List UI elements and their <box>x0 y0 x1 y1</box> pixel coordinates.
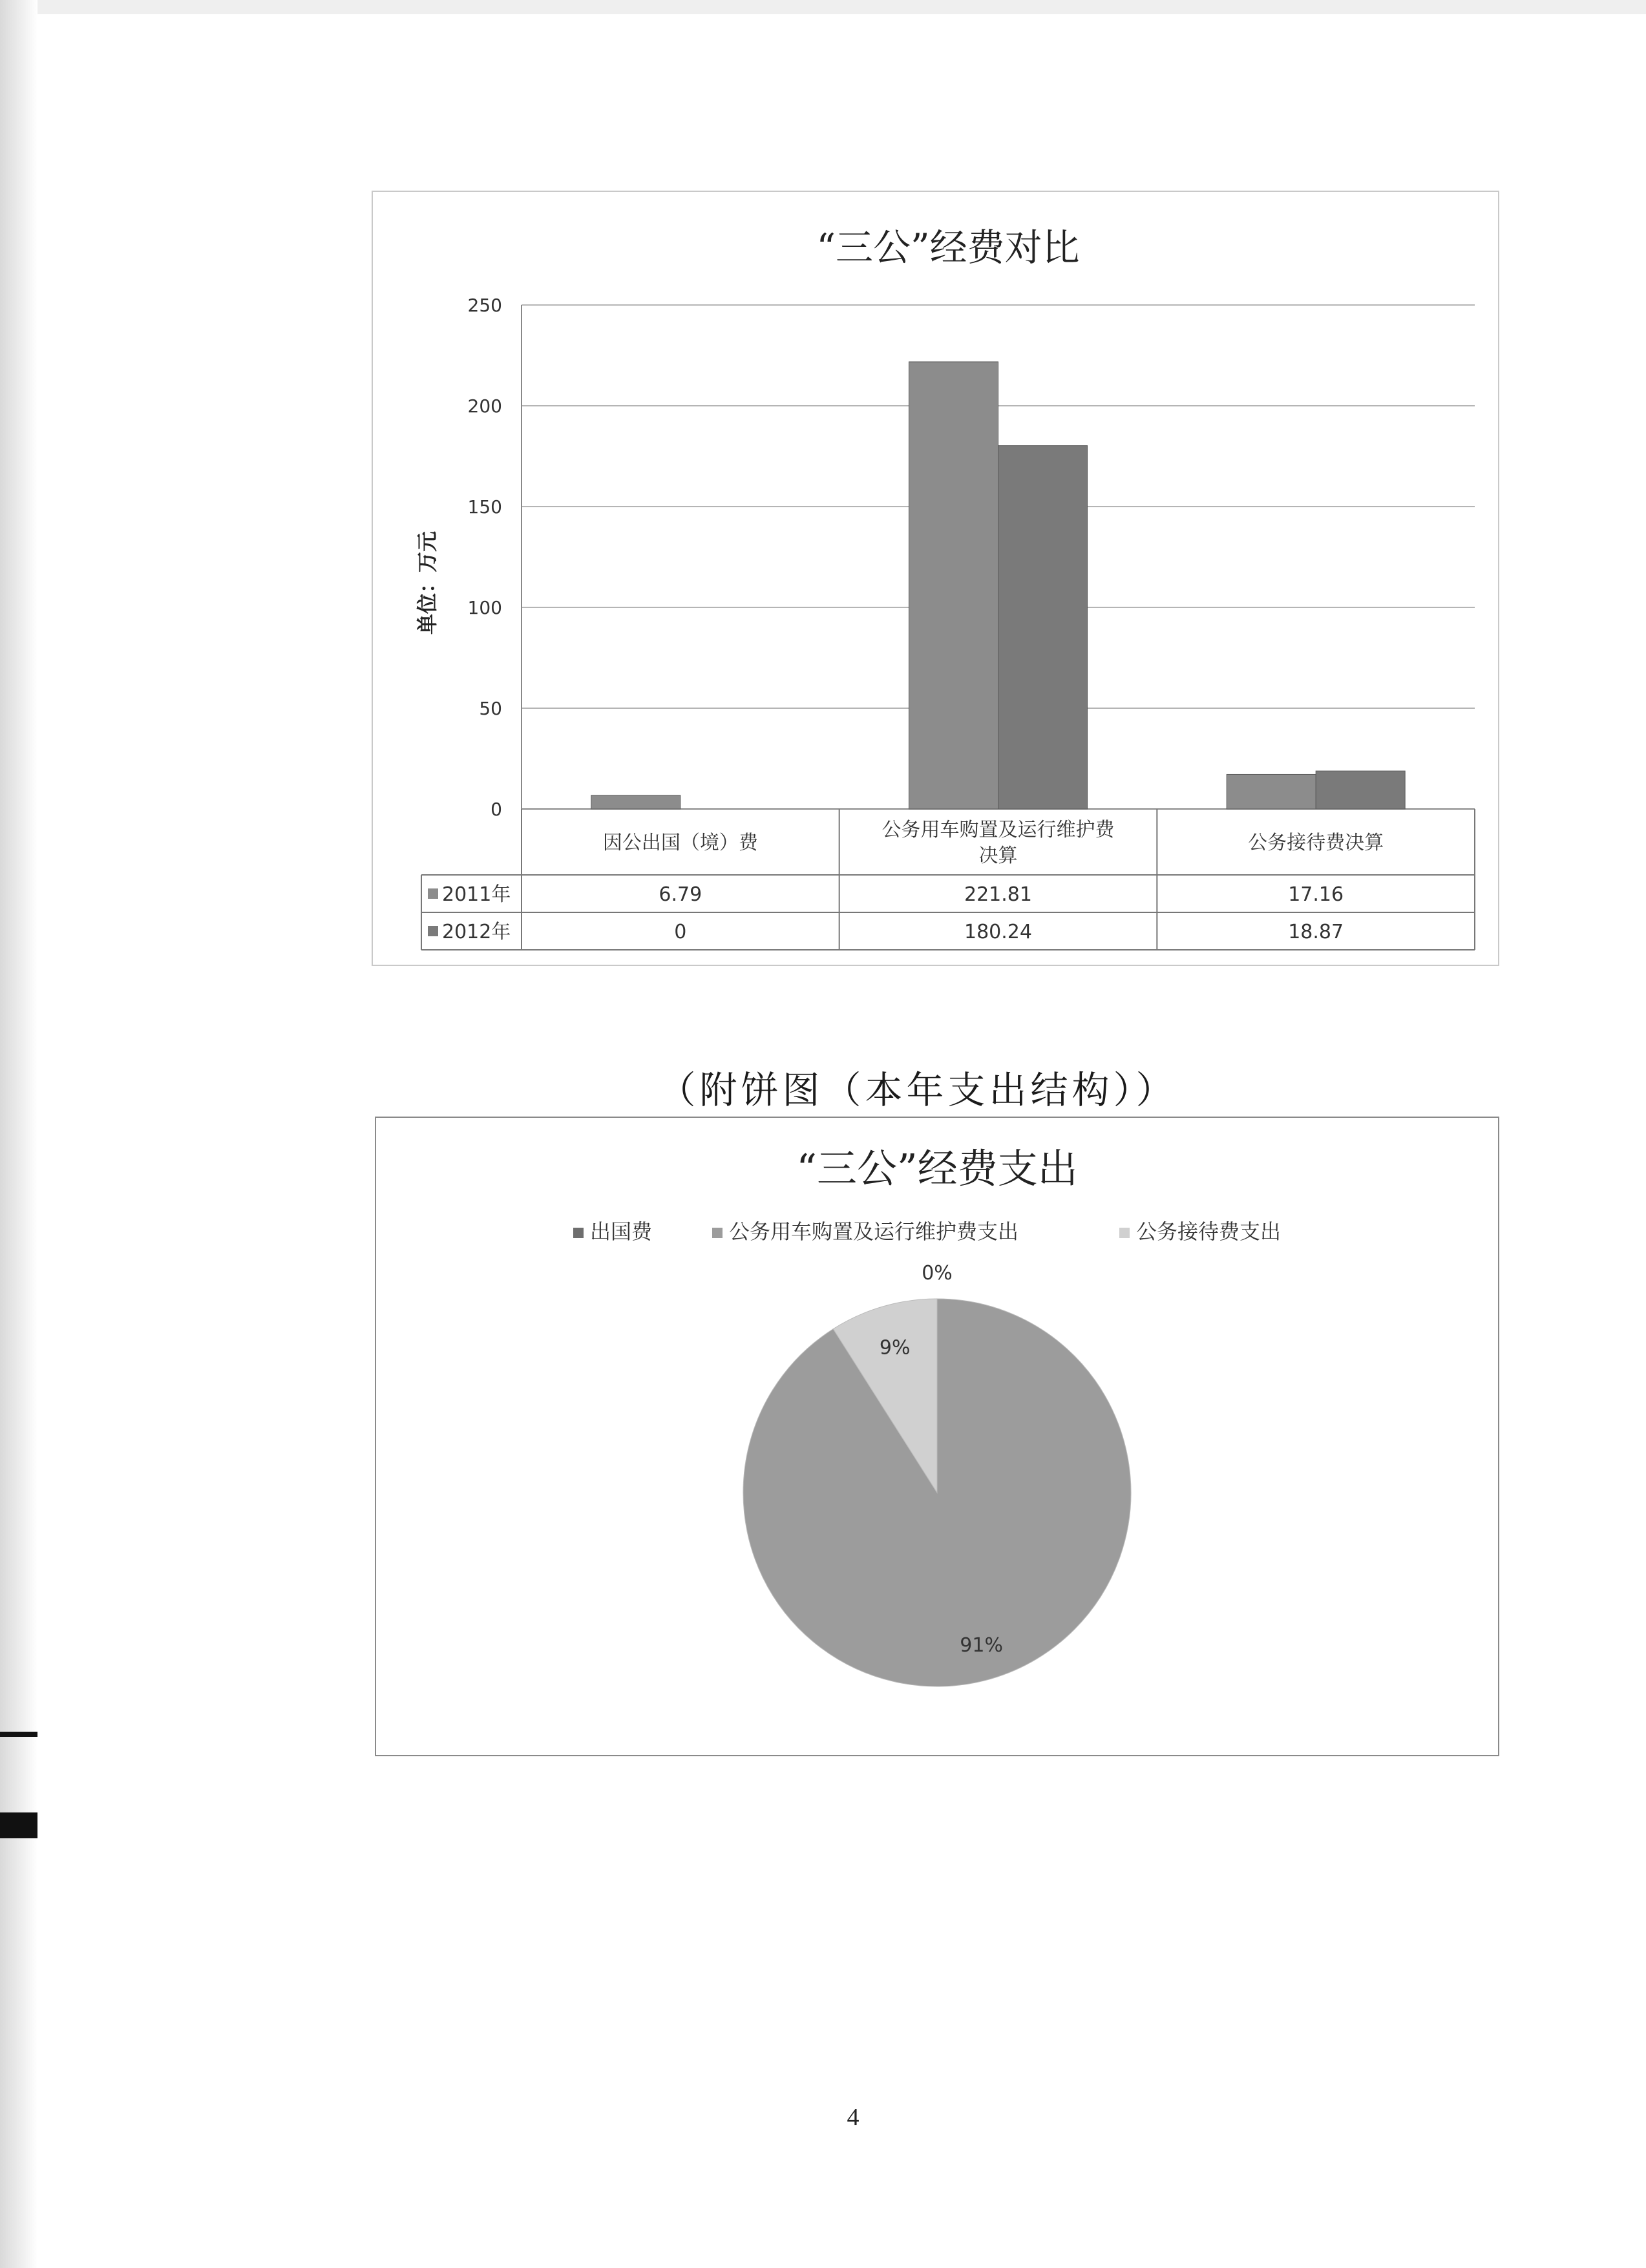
x-category-label: 因公出国（境）费 <box>602 832 758 854</box>
pie-chart-title: “三公”经费支出 <box>796 1145 1078 1192</box>
legend-label: 出国费 <box>590 1219 653 1244</box>
x-category-label: 决算 <box>978 845 1018 867</box>
pie-chart <box>376 1118 1498 1755</box>
y-tick-label: 150 <box>467 496 502 518</box>
data-label: 17.16 <box>1288 883 1344 906</box>
pie-slices <box>743 1262 1131 1686</box>
x-category-label: 公务接待费决算 <box>1248 832 1384 854</box>
pie-percent-label: 9% <box>879 1336 911 1360</box>
x-category-label: 公务用车购置及运行维护费 <box>881 819 1115 841</box>
scan-mark <box>0 1812 37 1838</box>
data-label: 180.24 <box>964 921 1032 943</box>
legend-swatch <box>712 1228 723 1238</box>
bar-chart-title: “三公”经费对比 <box>816 226 1080 269</box>
data-label: 0 <box>674 921 687 943</box>
bar <box>998 446 1088 809</box>
pie-chart-panel <box>375 1117 1499 1756</box>
page-number: 4 <box>847 2104 860 2131</box>
bar-chart-y-axis-label: 单位：万元 <box>415 530 439 635</box>
bar-chart-panel <box>372 191 1499 966</box>
page-top-shade <box>0 0 1646 14</box>
legend-key <box>428 926 438 936</box>
y-tick-label: 250 <box>467 295 502 316</box>
data-label: 18.87 <box>1288 921 1344 943</box>
section-heading: （附饼图（本年支出结构）） <box>658 1068 1177 1112</box>
series-name: 2011年 <box>442 883 511 906</box>
bar-bars <box>591 362 1405 809</box>
bar <box>909 362 998 809</box>
bar-chart <box>373 192 1498 965</box>
y-tick-label: 200 <box>467 395 502 417</box>
legend-swatch <box>573 1228 584 1238</box>
y-tick-label: 50 <box>479 698 502 719</box>
y-tick-label: 100 <box>467 597 502 618</box>
legend-swatch <box>1119 1228 1130 1238</box>
data-label: 221.81 <box>964 883 1032 906</box>
pie-percent-label: 91% <box>960 1634 1003 1657</box>
bar <box>591 795 681 809</box>
series-name: 2012年 <box>442 921 511 943</box>
bar-data-table <box>421 809 1475 950</box>
bar <box>1316 771 1405 809</box>
legend-key <box>428 888 438 899</box>
legend-label: 公务用车购置及运行维护费支出 <box>729 1219 1019 1244</box>
pie-legend <box>573 1219 1281 1244</box>
y-tick-label: 0 <box>491 799 502 820</box>
scan-mark <box>0 1732 37 1737</box>
data-label: 6.79 <box>659 883 702 906</box>
scan-left-edge <box>0 0 37 2268</box>
bar <box>1227 774 1316 809</box>
legend-label: 公务接待费支出 <box>1136 1219 1282 1244</box>
pie-percent-label: 0% <box>922 1262 953 1285</box>
